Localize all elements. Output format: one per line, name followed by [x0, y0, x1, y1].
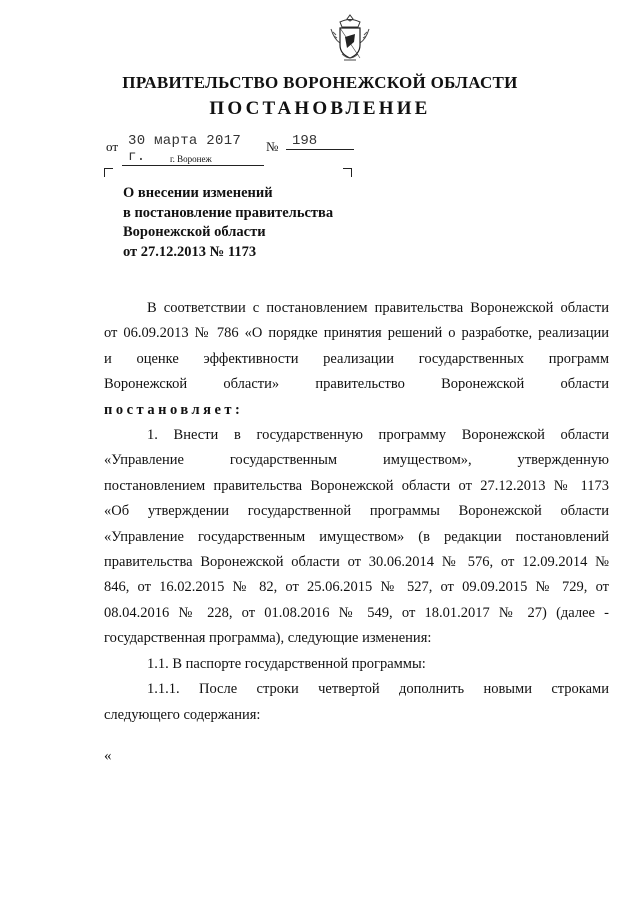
date-from-label: от — [106, 139, 119, 154]
decree-subject — [123, 184, 333, 262]
subject-line: Воронежской области — [123, 224, 266, 240]
government-title: ПРАВИТЕЛЬСТВО ВОРОНЕЖСКОЙ ОБЛАСТИ — [122, 73, 518, 92]
body-line: 1. Внести в государственную программу Воронежской области — [147, 427, 609, 444]
opening-quote: « — [104, 748, 112, 764]
body-line: 08.04.2016 № 228, от 01.08.2016 № 549, от 18.01.2017 № 27) (далее - — [104, 604, 609, 621]
city-label: г. Воронеж — [170, 154, 212, 164]
coat-of-arms-emblem — [328, 14, 372, 64]
body-line: Воронежской области» правительство Воронежской области — [104, 376, 609, 393]
body-line: «Управление государственным имуществом», утвержденную — [104, 452, 609, 469]
body-line: от 06.09.2013 № 786 «О порядке принятия решений о разработке, реализации — [104, 325, 609, 342]
resolves-word: постановляет: — [104, 401, 244, 418]
document-type-title: ПОСТАНОВЛЕНИЕ — [209, 98, 431, 119]
body-line: и оценке эффективности реализации государственных программ — [104, 350, 609, 367]
body-line: 846, от 16.02.2015 № 82, от 25.06.2015 № 527, от 09.09.2015 № 729, от — [104, 579, 609, 596]
subject-bracket-left — [104, 168, 113, 177]
subject-bracket-right — [343, 168, 352, 177]
body-line: 1.1. В паспорте государственной программы: — [147, 655, 426, 672]
number-label: № — [266, 139, 279, 154]
body-line: 1.1.1. После строки четвертой дополнить новыми строками — [147, 681, 609, 698]
decree-date: 30 марта 2017 г. — [122, 133, 264, 166]
body-line: «Управление государственным имуществом» (в редакции постановлений — [104, 528, 609, 545]
subject-line: О внесении изменений — [123, 185, 273, 201]
body-line: В соответствии с постановлением правительства Воронежской области — [147, 300, 609, 316]
body-line: постановлением правительства Воронежской области от 27.12.2013 № 1173 — [104, 477, 609, 494]
decree-number: 198 — [286, 133, 354, 150]
body-line: правительства Воронежской области от 30.06.2014 № 576, от 12.09.2014 № — [104, 554, 609, 571]
body-line: государственная программа), следующие изменения: — [104, 630, 432, 647]
subject-line: в постановление правительства — [123, 204, 334, 221]
subject-line: от 27.12.2013 № 1173 — [123, 243, 257, 260]
body-line: следующего содержания: — [104, 706, 261, 723]
body-line: «Об утверждении государственной программы Воронежской области — [104, 503, 609, 520]
decree-body — [104, 296, 609, 728]
